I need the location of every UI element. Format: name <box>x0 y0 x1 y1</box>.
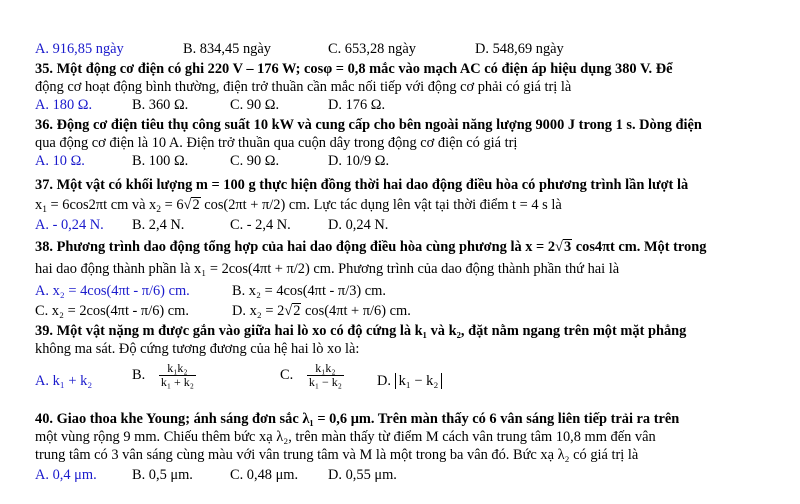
q37-x2-rest: cos(2πt + π/2) cm. Lực tác dụng lên vật tại thời điểm t = 4 s là <box>200 197 562 213</box>
q39-text-line1: 39. Một vật nặng m được gắn vào giữa hai lò xo có độ cứng là k₁ và k₂, đặt nằm ngang trên một mặt phẳng <box>35 323 687 339</box>
q38-option-a: A. x₂ = 4cos(4πt - π/6) cm. <box>35 283 190 299</box>
q35-option-c: C. 90 Ω. <box>230 97 280 113</box>
q34-option-c: C. 653,28 ngày <box>328 41 416 57</box>
q39-option-d-expression: k₁ − k₂ <box>395 373 443 389</box>
q40-option-d: D. 0,55 μm. <box>328 467 397 483</box>
q37-option-d: D. 0,24 N. <box>328 217 389 233</box>
q37-text-line1: 37. Một vật có khối lượng m = 100 g thực hiện đồng thời hai dao động điều hòa có phương trình lần lượt là <box>35 177 689 193</box>
q39-option-c <box>280 362 344 389</box>
q37-x1-rhs: = 6cos2πt cm và x <box>46 197 157 213</box>
q38-line1-start: 38. Phương trình dao động tổng hợp của hai dao động điều hòa cùng phương là x = 2 <box>35 239 556 255</box>
q36-text-line2: qua động cơ điện là 10 A. Điện trở thuần qua cuộn dây trong động cơ điện có giá trị <box>35 135 518 151</box>
q39-option-c-fraction <box>307 362 344 389</box>
q40-text-line1: 40. Giao thoa khe Young; ánh sáng đơn sắc λ₁ = 0,6 μm. Trên màn thấy có 6 vân sáng liên tiếp trải ra trên <box>35 411 680 427</box>
q37-x2-subscript: 2 <box>156 205 162 215</box>
sqrt-icon: √ <box>183 197 192 213</box>
q35-option-b: B. 360 Ω. <box>132 97 189 113</box>
q36-option-c: C. 90 Ω. <box>230 153 280 169</box>
q35-option-d: D. 176 Ω. <box>328 97 386 113</box>
q36-option-a: A. 10 Ω. <box>35 153 85 169</box>
q34-option-b: B. 834,45 ngày <box>183 41 271 57</box>
q34-option-d: D. 548,69 ngày <box>475 41 564 57</box>
q38-option-b: B. x₂ = 4cos(4πt - π/3) cm. <box>232 283 386 299</box>
q39-option-c-numerator: k₁k₂ <box>307 362 344 376</box>
q38-option-d <box>232 302 411 320</box>
q35-text-line1: 35. Một động cơ điện có ghi 220 V – 176 W; cosφ = 0,8 mắc vào mạch AC có điện áp hiệu dụng 380 V. Để <box>35 61 673 77</box>
q34-option-a: A. 916,85 ngày <box>35 41 124 57</box>
q35-option-a: A. 180 Ω. <box>35 97 93 113</box>
q40-text-line2: một vùng rộng 9 mm. Chiếu thêm bức xạ λ₂, trên màn thấy từ điểm M cách vân trung tâm 10,8 mm đến vân <box>35 429 656 445</box>
q40-option-b: B. 0,5 μm. <box>132 467 193 483</box>
q38-text-line2: hai dao động thành phần là x₁ = 2cos(4πt + π/2) cm. Phương trình của dao động thành phần thứ hai là <box>35 261 620 277</box>
q37-x1-symbol: x <box>35 197 43 213</box>
sqrt-icon: √ <box>284 303 293 319</box>
q38-option-d-end: cos(4πt + π/6) cm. <box>301 303 411 319</box>
q37-option-b: B. 2,4 N. <box>132 217 185 233</box>
q39-option-b-numerator: k₁k₂ <box>159 362 196 376</box>
q37-x2-radicand: 2 <box>192 197 200 213</box>
q40-option-a: A. 0,4 μm. <box>35 467 97 483</box>
q38-option-d-start: D. x₂ = 2 <box>232 303 285 319</box>
q35-text-line2: động cơ hoạt động bình thường, điện trở thuần cần mắc nối tiếp với động cơ phải có giá trị là <box>35 79 572 95</box>
q40-option-c: C. 0,48 μm. <box>230 467 299 483</box>
q37-text-line2 <box>35 196 562 219</box>
q39-option-b <box>132 362 196 389</box>
q37-x1-subscript: 1 <box>42 205 47 215</box>
q39-option-d <box>377 372 442 390</box>
q36-option-d: D. 10/9 Ω. <box>328 153 390 169</box>
q37-option-a: A. - 0,24 N. <box>35 217 104 233</box>
q39-option-b-label: B. <box>132 366 146 383</box>
q36-option-b: B. 100 Ω. <box>132 153 189 169</box>
q39-option-a: A. k₁ + k₂ <box>35 373 93 389</box>
q39-option-b-fraction <box>159 362 196 389</box>
sqrt-icon: √ <box>555 239 563 255</box>
q36-text-line1: 36. Động cơ điện tiêu thụ công suất 10 kW và cung cấp cho bên ngoài năng lượng 9000 J trong 1 s. Dòng điện <box>35 117 702 133</box>
q39-option-c-label: C. <box>280 366 294 383</box>
q38-line1-end: cos4πt cm. Một trong <box>572 239 707 255</box>
q38-text-line1 <box>35 238 706 256</box>
q38-option-c: C. x₂ = 2cos(4πt - π/6) cm. <box>35 303 189 319</box>
q38-option-d-radicand: 2 <box>293 303 301 319</box>
q40-text-line3: trung tâm có 3 vân sáng cùng màu với vân trung tâm và M là một trong ba vân đó. Bức xạ λ₂ có giá trị là <box>35 447 639 463</box>
q39-option-b-denominator: k₁ + k₂ <box>160 375 194 389</box>
q37-x2-eq: = 6 <box>161 197 184 213</box>
q39-option-d-label: D. <box>377 373 391 389</box>
q39-text-line2: không ma sát. Độ cứng tương đương của hệ hai lò xo là: <box>35 341 360 357</box>
q39-option-c-denominator: k₁ − k₂ <box>308 375 342 389</box>
q37-option-c: C. - 2,4 N. <box>230 217 291 233</box>
q38-line1-radicand: 3 <box>563 239 572 255</box>
